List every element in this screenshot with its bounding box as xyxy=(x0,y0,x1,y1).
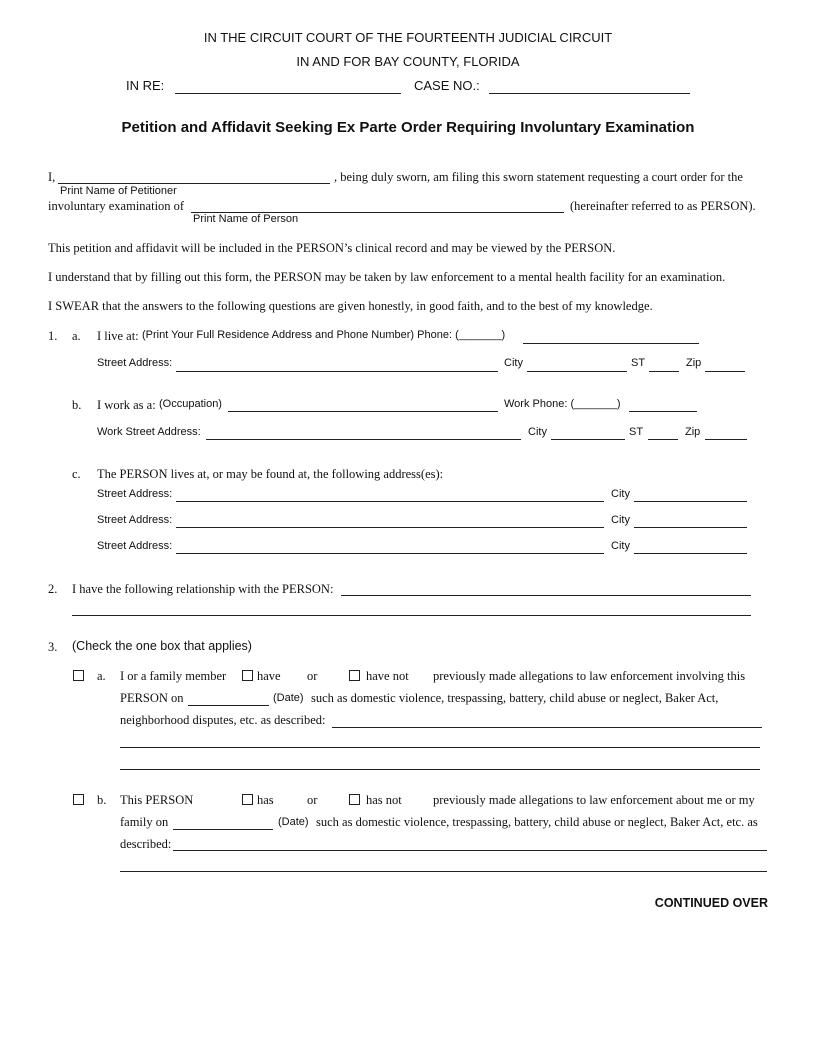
q3a-person-on: PERSON on xyxy=(120,691,184,705)
in-re-line xyxy=(175,93,401,94)
person-city3-label: City xyxy=(611,540,630,552)
q3a-have-not-label: have not xyxy=(366,669,409,683)
q3a-description-input-2[interactable] xyxy=(120,733,760,747)
q3b-text2: previously made allegations to law enforcement about me or my xyxy=(433,793,755,807)
q3a-have-not-checkbox[interactable] xyxy=(349,670,360,681)
q3b-has-not-label: has not xyxy=(366,793,402,807)
residence-city-input[interactable] xyxy=(527,357,627,371)
i-label: I, xyxy=(48,170,56,184)
case-no-label: CASE NO.: xyxy=(414,78,480,93)
q1b-text: I work as a: xyxy=(97,398,156,412)
petitioner-name-input[interactable] xyxy=(58,169,330,183)
swear-statement: I SWEAR that the answers to the following questions are given honestly, in good faith, and to the best of my knowledge. xyxy=(48,299,653,313)
work-city-input[interactable] xyxy=(551,425,625,439)
hereinafter-text: (hereinafter referred to as PERSON). xyxy=(570,199,756,213)
work-street-label: Work Street Address: xyxy=(97,426,201,438)
residence-street-line xyxy=(176,371,498,372)
q1c-text: The PERSON lives at, or may be found at, the following address(es): xyxy=(97,467,444,481)
work-st-input[interactable] xyxy=(648,425,678,439)
q3b-family-on: family on xyxy=(120,815,169,829)
relationship-line-2 xyxy=(72,615,751,616)
person-city3-line xyxy=(634,553,747,554)
q3b-description-line xyxy=(173,850,767,851)
q3b-description-input[interactable] xyxy=(173,836,767,850)
petitioner-name-line xyxy=(58,183,330,184)
residence-phone-line xyxy=(523,343,699,344)
q2-text: I have the following relationship with the PERSON: xyxy=(72,582,334,596)
q3b-date-input[interactable] xyxy=(173,815,273,829)
q3a-have-checkbox[interactable] xyxy=(242,670,253,681)
q3a-text2: previously made allegations to law enforcement involving this xyxy=(433,669,746,683)
person-street1-label: Street Address: xyxy=(97,488,173,500)
q3b-text1: This PERSON xyxy=(120,793,194,807)
q3b-or-label: or xyxy=(307,793,318,807)
person-street3-input[interactable] xyxy=(176,539,604,553)
q3a-or-label: or xyxy=(307,669,318,683)
case-no-line xyxy=(489,93,690,94)
person-street3-label: Street Address: xyxy=(97,540,173,552)
q3a-description-input[interactable] xyxy=(332,713,762,727)
person-street2-label: Street Address: xyxy=(97,514,173,526)
person-caption: Print Name of Person xyxy=(193,213,299,225)
q3a-letter: a. xyxy=(97,669,106,683)
q2-number: 2. xyxy=(48,582,58,596)
person-street1-line xyxy=(176,501,604,502)
q3b-checkbox[interactable] xyxy=(73,794,84,805)
page-title: Petition and Affidavit Seeking Ex Parte Order Requiring Involuntary Examination xyxy=(121,119,695,136)
q3-instruction: (Check the one box that applies) xyxy=(72,639,252,653)
residence-city-line xyxy=(527,371,627,372)
person-street2-line xyxy=(176,527,604,528)
petitioner-caption: Print Name of Petitioner xyxy=(60,185,177,197)
person-city3-input[interactable] xyxy=(634,539,747,553)
q3a-text4: neighborhood disputes, etc. as described: xyxy=(120,713,326,727)
q3b-has-not-checkbox[interactable] xyxy=(349,794,360,805)
q3a-text1: I or a family member xyxy=(120,669,227,683)
work-phone-input[interactable] xyxy=(629,397,697,411)
work-city-line xyxy=(551,439,625,440)
q3a-checkbox[interactable] xyxy=(73,670,84,681)
relationship-line xyxy=(341,595,751,596)
relationship-input-2[interactable] xyxy=(72,601,751,615)
q1a-st-label: ST xyxy=(631,357,646,369)
q3a-have-label: have xyxy=(257,669,281,683)
person-street3-line xyxy=(176,553,604,554)
q3a-date-input[interactable] xyxy=(188,691,269,705)
in-re-label: IN RE: xyxy=(126,78,165,93)
sworn-text: , being duly sworn, am filing this sworn statement requesting a court order for the xyxy=(334,170,743,184)
q3a-description-input-3[interactable] xyxy=(120,755,760,769)
continued-over: CONTINUED OVER xyxy=(654,896,768,910)
q3b-described: described: xyxy=(120,837,172,851)
work-st-label: ST xyxy=(629,426,644,438)
case-no-input[interactable] xyxy=(489,79,690,93)
q1a-letter: a. xyxy=(72,329,81,343)
q3a-text3: such as domestic violence, trespassing, battery, child abuse or neglect, Baker Act, xyxy=(311,691,719,705)
q3b-description-line-2 xyxy=(120,871,767,872)
q1b-instruction: (Occupation) xyxy=(159,398,222,410)
work-zip-line xyxy=(705,439,747,440)
in-re-input[interactable] xyxy=(175,79,401,93)
q1a-street-label: Street Address: xyxy=(97,357,173,369)
residence-zip-input[interactable] xyxy=(705,357,745,371)
court-header-line2: IN AND FOR BAY COUNTY, FLORIDA xyxy=(296,54,520,69)
occupation-input[interactable] xyxy=(228,397,498,411)
q3a-description-line xyxy=(332,727,762,728)
q3b-has-checkbox[interactable] xyxy=(242,794,253,805)
residence-street-input[interactable] xyxy=(176,357,498,371)
work-phone-label: Work Phone: (_______) xyxy=(504,398,621,410)
person-city1-line xyxy=(634,501,747,502)
person-city1-label: City xyxy=(611,488,630,500)
work-st-line xyxy=(648,439,678,440)
q3b-has-label: has xyxy=(257,793,274,807)
q3a-description-line-2 xyxy=(120,747,760,748)
person-street1-input[interactable] xyxy=(176,487,604,501)
work-street-input[interactable] xyxy=(206,425,521,439)
person-city1-input[interactable] xyxy=(634,487,747,501)
q1a-zip-label: Zip xyxy=(686,357,702,369)
work-zip-input[interactable] xyxy=(705,425,747,439)
residence-zip-line xyxy=(705,371,745,372)
occupation-line xyxy=(228,411,498,412)
court-header-line1: IN THE CIRCUIT COURT OF THE FOURTEENTH JUDICIAL CIRCUIT xyxy=(203,30,613,45)
q3b-date-label: (Date) xyxy=(278,816,309,828)
relationship-input[interactable] xyxy=(341,581,751,595)
q1a-instruction: (Print Your Full Residence Address and Phone Number) Phone: (_______) xyxy=(142,329,506,341)
person-city2-input[interactable] xyxy=(634,513,747,527)
residence-st-input[interactable] xyxy=(649,357,679,371)
q1a-city-label: City xyxy=(504,357,523,369)
person-city2-line xyxy=(634,527,747,528)
clinical-record-statement: This petition and affidavit will be included in the PERSON’s clinical record and may be viewed by the PERSON. xyxy=(48,241,616,255)
q3b-description-input-2[interactable] xyxy=(120,857,767,871)
q3b-text3: such as domestic violence, trespassing, battery, child abuse or neglect, Baker Act, etc. as xyxy=(316,815,758,829)
q3b-letter: b. xyxy=(97,793,107,807)
residence-phone-input[interactable] xyxy=(523,329,699,343)
q1b-letter: b. xyxy=(72,398,82,412)
person-name-input[interactable] xyxy=(191,198,564,212)
q1-number: 1. xyxy=(48,329,58,343)
involuntary-label: involuntary examination of xyxy=(48,199,185,213)
q1c-letter: c. xyxy=(72,467,81,481)
person-street2-input[interactable] xyxy=(176,513,604,527)
q3-number: 3. xyxy=(48,640,58,654)
q3b-date-line xyxy=(173,829,273,830)
q3a-date-line xyxy=(188,705,269,706)
q1a-text: I live at: xyxy=(97,329,139,343)
understand-statement: I understand that by filling out this form, the PERSON may be taken by law enforcement to a mental health facility for an examination. xyxy=(48,270,726,284)
residence-st-line xyxy=(649,371,679,372)
work-street-line xyxy=(206,439,521,440)
q3a-description-line-3 xyxy=(120,769,760,770)
q3a-date-label: (Date) xyxy=(273,692,304,704)
work-phone-line xyxy=(629,411,697,412)
work-zip-label: Zip xyxy=(685,426,701,438)
person-city2-label: City xyxy=(611,514,630,526)
work-city-label: City xyxy=(528,426,547,438)
